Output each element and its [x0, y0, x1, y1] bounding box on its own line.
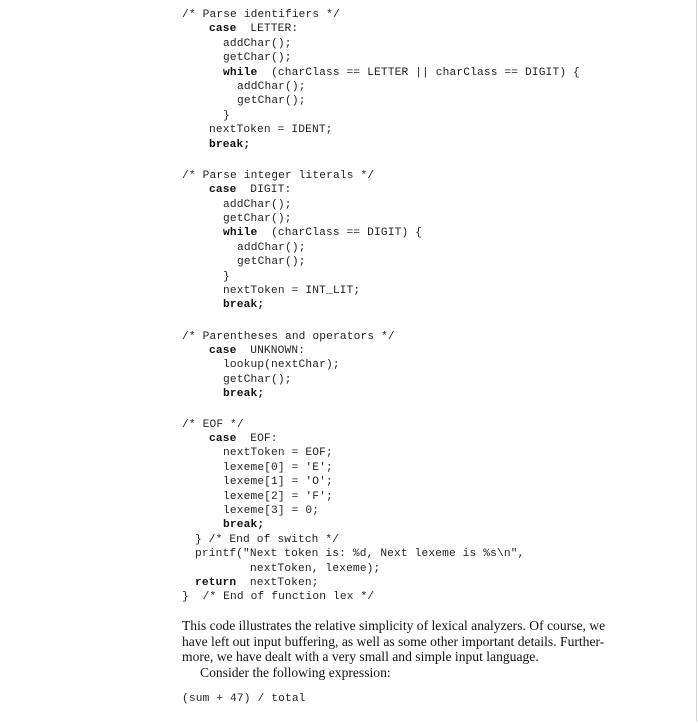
next-token-eof: nextToken = EOF; — [223, 447, 333, 460]
keyword-break: break; — [209, 138, 251, 151]
comment-parse-integer-literals: /* Parse integer literals */ — [182, 169, 375, 182]
next-token-int: nextToken = INT_LIT; — [223, 285, 361, 297]
printf-call-line2: nextToken, lexeme); — [250, 562, 381, 575]
comment-parentheses-operators: /* Parentheses and operators */ — [182, 330, 395, 343]
keyword-break: break; — [223, 388, 265, 401]
example-expression: (sum + 47) / total — [182, 693, 306, 705]
while-digit-line — [223, 226, 422, 240]
end-of-function: } /* End of function lex */ — [182, 591, 375, 604]
lexeme-assign-0: lexeme[0] = 'E'; — [223, 461, 333, 474]
add-char-call: addChar(); — [237, 241, 306, 254]
get-char-call: getChar(); — [223, 213, 292, 225]
keyword-while: while — [223, 227, 258, 240]
lookup-call: lookup(nextChar); — [223, 359, 340, 372]
case-label: LETTER: — [250, 23, 299, 36]
return-value: nextToken; — [249, 577, 319, 589]
body-paragraph — [182, 618, 612, 681]
keyword-case: case — [209, 345, 237, 357]
printf-call-line1: printf("Next token is: %d, Next lexeme is %s\n", — [195, 548, 525, 561]
paragraph-line: more, we have dealt with a very small and simple input language. — [182, 649, 539, 665]
case-eof-line — [209, 432, 278, 446]
next-token-ident: nextToken = IDENT; — [209, 124, 333, 137]
get-char-call: getChar(); — [223, 52, 292, 65]
case-unknown-line — [209, 344, 305, 358]
case-letter-line — [209, 22, 298, 36]
keyword-case: case — [209, 23, 237, 36]
lexeme-assign-2: lexeme[2] = 'F'; — [223, 490, 333, 503]
paragraph-line: have left out input buffering, as well as some other important details. Further- — [182, 633, 605, 649]
lexeme-assign-1: lexeme[1] = 'O'; — [223, 476, 333, 489]
case-label: UNKNOWN: — [250, 345, 306, 357]
lexeme-assign-3: lexeme[3] = 0; — [223, 505, 320, 517]
while-condition: (charClass == DIGIT) { — [271, 227, 423, 240]
comment-parse-identifiers: /* Parse identifiers */ — [182, 9, 340, 21]
close-brace: } — [223, 109, 230, 122]
keyword-case: case — [209, 184, 237, 197]
keyword-while: while — [223, 66, 258, 79]
add-char-call: addChar(); — [223, 198, 292, 211]
get-char-call: getChar(); — [223, 373, 292, 386]
keyword-break: break; — [223, 519, 265, 532]
while-letter-line — [223, 66, 580, 80]
comment-eof: /* EOF */ — [182, 418, 244, 431]
add-char-call: addChar(); — [237, 81, 306, 93]
paragraph-line: This code illustrates the relative simplicity of lexical analyzers. Of course, we — [182, 618, 606, 633]
keyword-return: return — [195, 577, 237, 589]
keyword-case: case — [209, 433, 237, 445]
return-line — [195, 576, 319, 590]
case-label: DIGIT: — [250, 184, 292, 197]
add-char-call: addChar(); — [223, 37, 292, 50]
keyword-break: break; — [223, 299, 265, 312]
get-char-call: getChar(); — [237, 256, 306, 269]
case-digit-line — [209, 183, 291, 197]
close-brace: } — [223, 270, 230, 283]
while-condition: (charClass == LETTER || charClass == DIGIT) { — [271, 66, 580, 79]
case-label: EOF: — [250, 433, 278, 445]
end-of-switch: } /* End of switch */ — [195, 533, 340, 546]
paragraph-line: Consider the following expression: — [200, 665, 391, 681]
get-char-call: getChar(); — [237, 95, 306, 108]
